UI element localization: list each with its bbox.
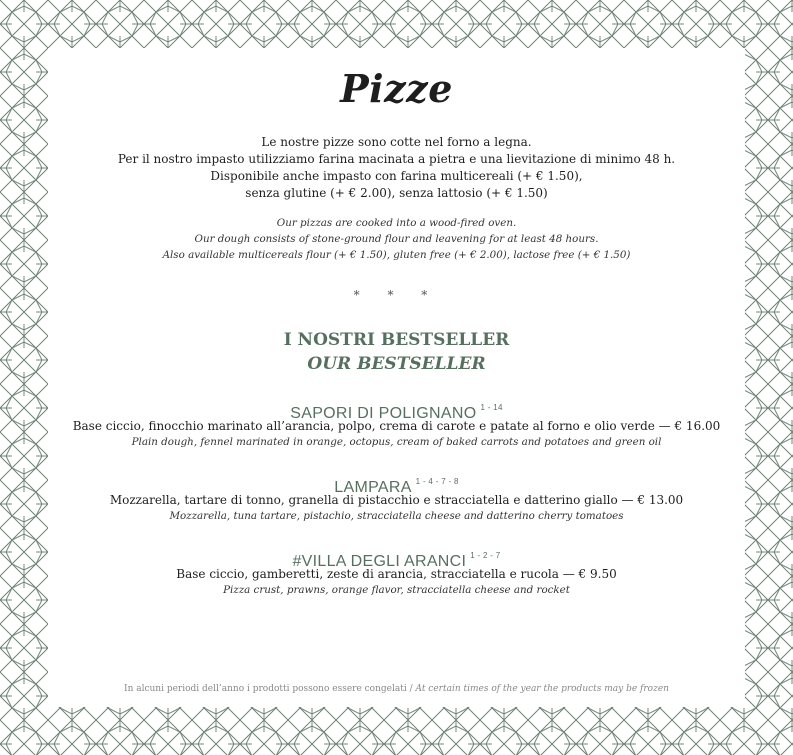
item-description-it: Mozzarella, tartare di tonno, granella di pistacchio e stracciatella e datterino giallo — € 13.00	[109, 493, 684, 507]
allergen-codes: 1 - 2 - 7	[470, 551, 501, 560]
intro-it-line: Disponibile anche impasto con farina multicereali (+ € 1.50),	[210, 169, 583, 183]
intro-italian	[48, 134, 745, 202]
intro-en-line: Our dough consists of stone-ground flour and leavening for at least 48 hours.	[194, 233, 599, 245]
menu-item	[48, 398, 745, 450]
section-heading-italian: I NOSTRI BESTSELLER	[283, 330, 510, 350]
item-name: SAPORI DI POLIGNANO	[290, 405, 477, 422]
item-description-en: Pizza crust, prawns, orange flavor, stracciatella cheese and rocket	[223, 584, 570, 596]
item-name: #VILLA DEGLI ARANCI	[292, 553, 467, 570]
intro-it-line: Le nostre pizze sono cotte nel forno a legna.	[261, 135, 532, 149]
intro-en-line: Our pizzas are cooked into a wood-fired oven.	[276, 217, 517, 229]
menu-panel	[48, 48, 745, 707]
footer-english: At certain times of the year the products may be frozen	[415, 684, 669, 694]
intro-english	[48, 215, 745, 263]
item-title	[48, 472, 745, 496]
item-title	[48, 546, 745, 570]
page-title: Pizze	[340, 66, 453, 111]
frozen-products-note	[48, 684, 745, 694]
intro-it-line: senza glutine (+ € 2.00), senza lattosio (+ € 1.50)	[245, 186, 548, 200]
intro-it-line: Per il nostro impasto utilizziamo farina macinata a pietra e una lievitazione di minimo 48 h.	[117, 152, 676, 166]
separator-stars: * * *	[353, 288, 440, 302]
item-description-it: Base ciccio, gamberetti, zeste di arancia, stracciatella e rucola — € 9.50	[176, 567, 617, 581]
section-heading-english: OUR BESTSELLER	[307, 354, 486, 374]
item-title	[48, 398, 745, 422]
item-description-en: Plain dough, fennel marinated in orange, octopus, cream of baked carrots and potatoes and green oil	[131, 436, 662, 448]
allergen-codes: 1 - 14	[480, 403, 503, 412]
item-name: LAMPARA	[334, 479, 412, 496]
footer-italian: In alcuni periodi dell’anno i prodotti possono essere congelati /	[124, 684, 416, 694]
menu-item	[48, 472, 745, 524]
allergen-codes: 1 - 4 - 7 - 8	[415, 477, 459, 486]
item-description-en: Mozzarella, tuna tartare, pistachio, stracciatella cheese and datterino cherry tomatoes	[169, 510, 624, 522]
intro-en-line: Also available multicereals flour (+ € 1.50), gluten free (+ € 2.00), lactose free (+ € 1.50)	[162, 249, 631, 261]
menu-item	[48, 546, 745, 598]
item-description-it: Base ciccio, finocchio marinato all’arancia, polpo, crema di carote e patate al forno e olio verde — € 16.00	[72, 419, 721, 433]
